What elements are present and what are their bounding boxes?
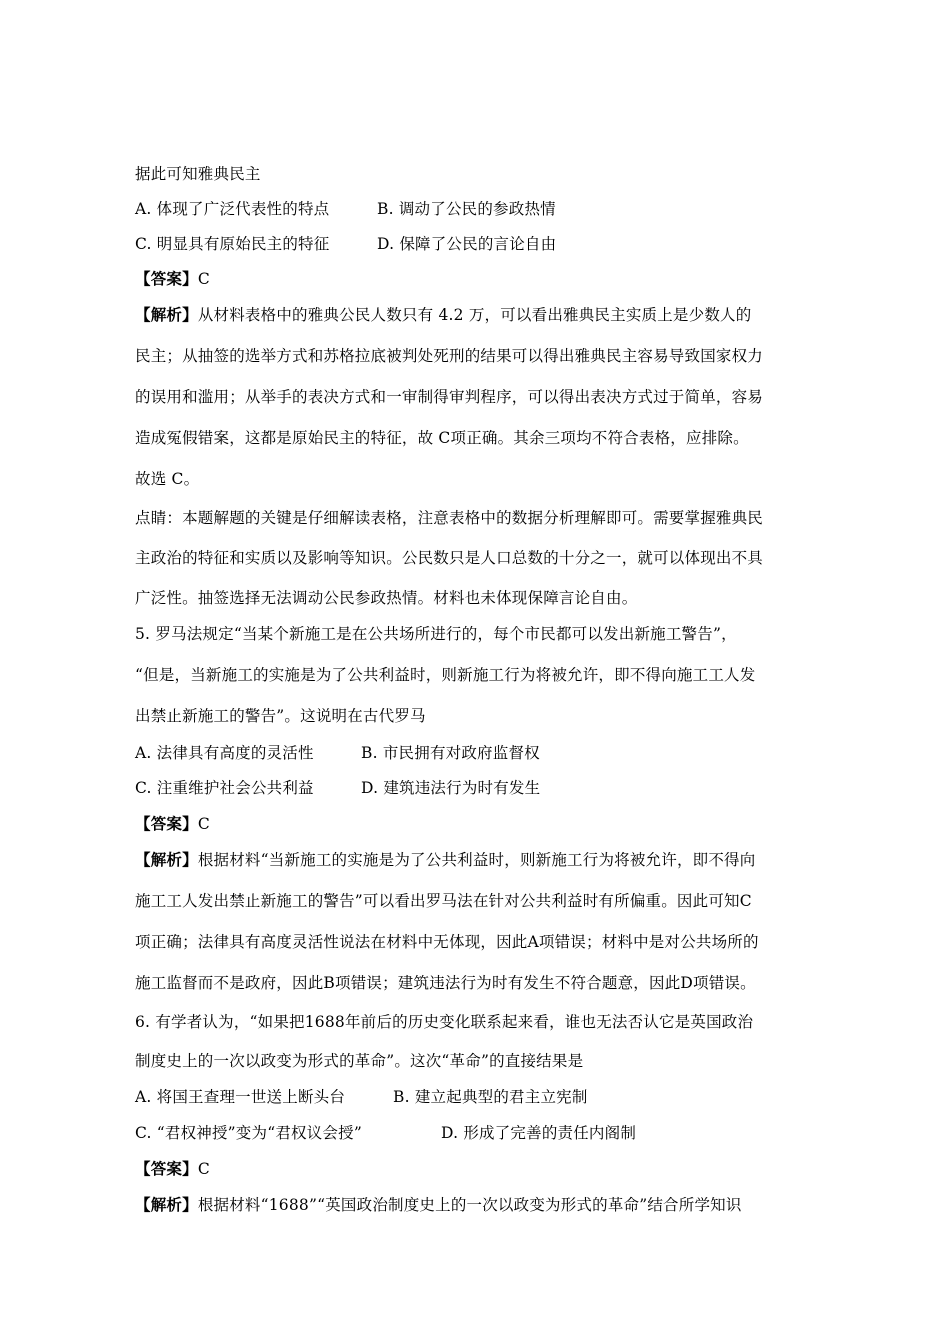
q5-option-b: B. 市民拥有对政府监督权 xyxy=(361,744,540,762)
q4-stem-tail: 据此可知雅典民主 xyxy=(135,165,261,183)
q6-option-d: D. 形成了完善的责任内阁制 xyxy=(441,1124,637,1142)
q5-stem-line-1: 5. 罗马法规定“当某个新施工是在公共场所进行的，每个市民都可以发出新施工警告”， xyxy=(135,625,737,643)
q5-answer-tag: 【答案】 xyxy=(135,814,198,833)
q5-stem-line-3: 出禁止新施工的警告”。这说明在古代罗马 xyxy=(135,707,426,725)
q4-option-a: A. 体现了广泛代表性的特点 xyxy=(135,200,330,218)
q6-option-c: C. “君权神授”变为“君权议会授” xyxy=(135,1124,362,1142)
q4-comment-line-1: 点睛：本题解题的关键是仔细解读表格，注意表格中的数据分析理解即可。需要掌握雅典民 xyxy=(135,509,764,527)
q4-options-row-1 xyxy=(135,199,556,219)
q5-option-a: A. 法律具有高度的灵活性 xyxy=(135,744,314,762)
q6-analysis-tag: 【解析】 xyxy=(135,1195,198,1214)
q6-analysis-line-1: 【解析】根据材料“1688”“英国政治制度史上的一次以政变为形式的革命”结合所学知识 xyxy=(135,1195,742,1214)
q4-option-d: D. 保障了公民的言论自由 xyxy=(377,235,557,253)
q4-analysis-tag: 【解析】 xyxy=(135,305,198,324)
q5-options-row-2 xyxy=(135,778,540,798)
q5-stem-line-2: “但是，当新施工的实施是为了公共利益时，则新施工行为将被允许，即不得向施工工人发 xyxy=(135,666,756,684)
q5-analysis-tag: 【解析】 xyxy=(135,850,198,869)
q6-option-a: A. 将国王查理一世送上断头台 xyxy=(135,1088,346,1106)
q4-analysis-line-1: 【解析】从材料表格中的雅典公民人数只有 4.2 万，可以看出雅典民主实质上是少数人的 xyxy=(135,305,752,324)
q6-answer-tag: 【答案】 xyxy=(135,1159,198,1178)
q5-analysis-line-1: 【解析】根据材料“当新施工的实施是为了公共利益时，则新施工行为将被允许，即不得向 xyxy=(135,850,756,869)
q5-analysis-line-4: 施工监督而不是政府，因此B项错误；建筑违法行为时有发生不符合题意，因此D项错误。 xyxy=(135,974,756,992)
q4-option-c: C. 明显具有原始民主的特征 xyxy=(135,235,330,253)
q6-stem-line-1: 6. 有学者认为，“如果把1688年前后的历史变化联系起来看，谁也无法否认它是英国政治 xyxy=(135,1013,754,1031)
q4-answer-tag: 【答案】 xyxy=(135,269,198,288)
q5-option-c: C. 注重维护社会公共利益 xyxy=(135,779,314,797)
q6-stem-line-2: 制度史上的一次以政变为形式的革命”。这次“革命”的直接结果是 xyxy=(135,1052,584,1070)
q5-answer xyxy=(135,814,210,834)
q5-answer-value: C xyxy=(197,815,210,833)
q4-analysis-line-3: 的误用和滥用；从举手的表决方式和一审制得审判程序，可以得出表决方式过于简单，容易 xyxy=(135,388,764,406)
q4-answer-value: C xyxy=(197,270,210,288)
q6-options-row-1 xyxy=(135,1087,588,1107)
q5-analysis-line-3: 项正确；法律具有高度灵活性说法在材料中无体现，因此A项错误；材料中是对公共场所的 xyxy=(135,933,759,951)
q5-analysis-line-2: 施工工人发出禁止新施工的警告”可以看出罗马法在针对公共利益时有所偏重。因此可知C xyxy=(135,892,752,910)
q4-comment-line-3: 广泛性。抽签选择无法调动公民参政热情。材料也未体现保障言论自由。 xyxy=(135,589,638,607)
q6-answer-value: C xyxy=(197,1160,210,1178)
q4-analysis-line-5: 故选 C。 xyxy=(135,470,200,488)
q5-option-d: D. 建筑违法行为时有发生 xyxy=(361,779,541,797)
q4-comment-line-2: 主政治的特征和实质以及影响等知识。公民数只是人口总数的十分之一，就可以体现出不具 xyxy=(135,549,764,567)
q4-options-row-2 xyxy=(135,234,556,254)
q6-option-b: B. 建立起典型的君主立宪制 xyxy=(393,1088,588,1106)
q4-answer xyxy=(135,269,210,289)
q6-options-row-2 xyxy=(135,1123,636,1143)
q6-answer xyxy=(135,1159,210,1179)
q4-analysis-line-4: 造成冤假错案，这都是原始民主的特征，故 C项正确。其余三项均不符合表格，应排除。 xyxy=(135,429,749,447)
q4-analysis-line-2: 民主；从抽签的选举方式和苏格拉底被判处死刑的结果可以得出雅典民主容易导致国家权力 xyxy=(135,347,764,365)
q5-options-row-1 xyxy=(135,743,540,763)
q4-option-b: B. 调动了公民的参政热情 xyxy=(377,200,556,218)
